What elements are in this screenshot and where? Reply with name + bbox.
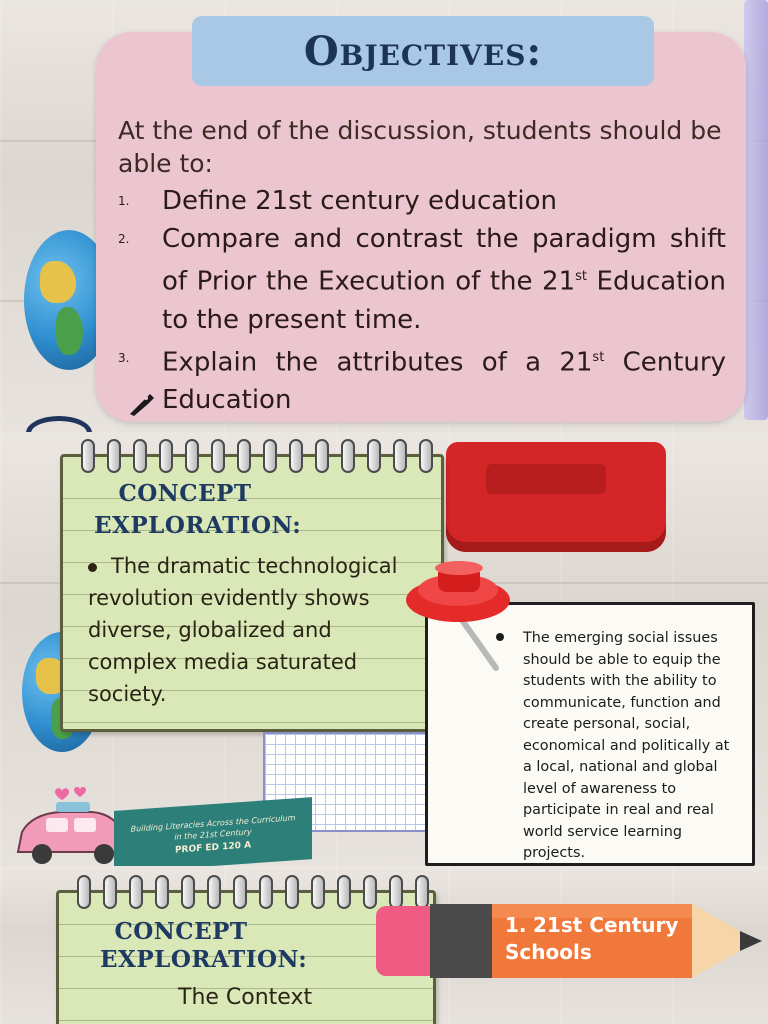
course-title: Building Literacies Across the Curriculum in the 21st Century	[130, 812, 296, 842]
concept-exploration-slide-1	[0, 432, 768, 866]
concept-exploration-slide-2	[0, 866, 768, 1024]
objectives-title-box	[192, 16, 654, 86]
pen-nib-icon	[128, 388, 156, 416]
concept-bullet-text: The dramatic technological revolution evidently shows diverse, globalized and complex media saturated society.	[88, 554, 398, 706]
course-code: PROF ED 120 A	[174, 839, 252, 856]
objective-text: Define 21st century education	[162, 186, 558, 216]
objective-item	[118, 182, 726, 220]
objective-item	[118, 339, 726, 420]
concept-heading-line2: EXPLORATION:	[94, 512, 302, 539]
pencil-item-number: 1.	[505, 913, 527, 937]
course-banner	[114, 797, 312, 866]
objective-text-tail: Education to the present time.	[162, 266, 726, 335]
pencil-item	[505, 912, 705, 966]
bullet-dot	[88, 563, 97, 572]
context-text: The Context	[178, 985, 313, 1010]
objectives-list	[118, 182, 726, 419]
red-stapler-image	[446, 442, 666, 552]
social-issues-text: The emerging social issues should be able to equip the students with the ability to communicate, function and create personal, social, economical and politically at a local, national and global level of awareness to participate in real and real world service learning projects.	[523, 630, 730, 861]
objectives-slide	[0, 0, 768, 432]
pencil-item-text: 21st Century Schools	[505, 913, 679, 964]
objective-item	[118, 220, 726, 339]
objective-text: Compare and contrast the paradigm shift of Prior the Execution of the 21	[162, 224, 726, 297]
objective-superscript: st	[592, 349, 605, 365]
objectives-title: Objectives:	[303, 27, 543, 75]
concept-bullet	[88, 550, 408, 710]
concept-heading-line1: CONCEPT	[118, 480, 252, 507]
objective-superscript: st	[575, 269, 587, 284]
concept-heading-line1: CONCEPT	[114, 918, 248, 945]
objectives-intro: At the end of the discussion, students should be able to:	[118, 116, 722, 178]
notepad-rings	[81, 439, 433, 473]
objective-text-tail: Century Education	[162, 347, 726, 416]
objective-text: Explain the attributes of a 21	[162, 347, 593, 378]
push-pin-icon	[400, 560, 520, 700]
tape-roll-image	[26, 416, 92, 432]
concept-heading-line2: EXPLORATION:	[100, 946, 308, 973]
objective-number: 3.	[118, 350, 130, 365]
objective-number: 1.	[118, 194, 130, 208]
purple-pencil-image	[744, 0, 768, 420]
objective-number: 2.	[118, 232, 130, 246]
